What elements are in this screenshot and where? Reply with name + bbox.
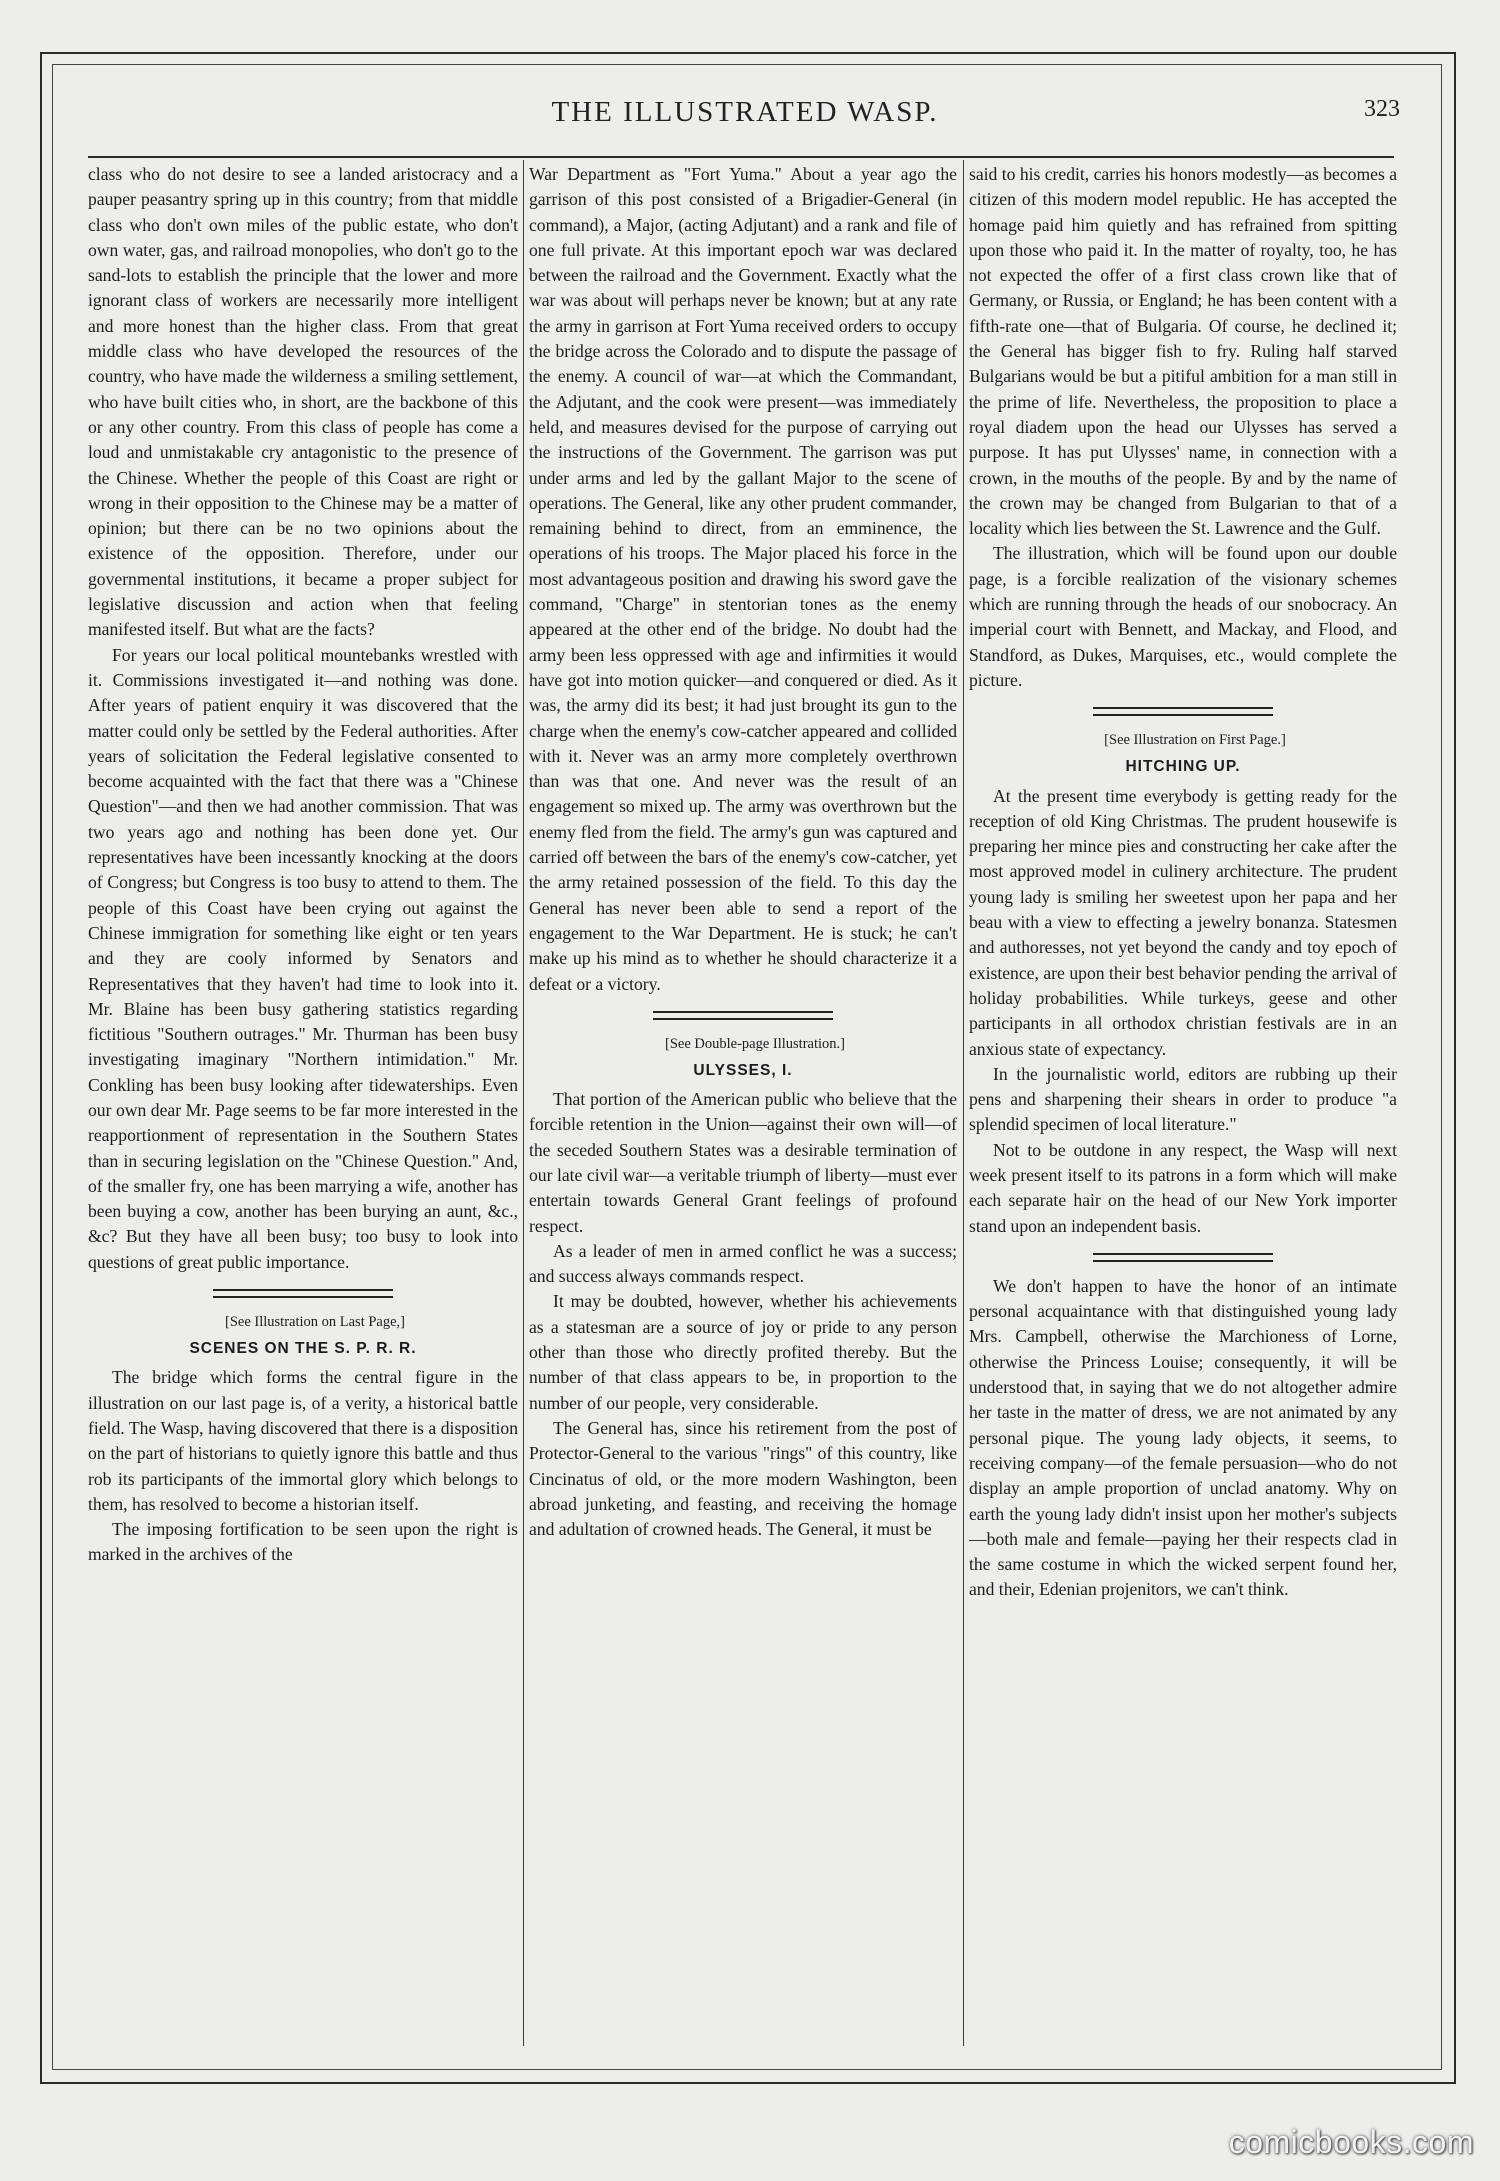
section-divider [1093,1253,1273,1262]
paragraph: In the journalistic world, editors are rubbing up their pens and sharpening their shears in order to produce "a splendid specimen of local literature." [969,1063,1397,1135]
column-3 [969,162,1397,2042]
illustration-note: [See Illustration on First Page.] [1104,732,1286,749]
paragraph: The imposing fortification to be seen upon the right is marked in the archives of the [88,1519,518,1565]
section-divider [213,1289,393,1298]
publication-title: THE ILLUSTRATED WASP. [551,96,939,128]
paragraph: class who do not desire to see a landed aristocracy and a pauper peasantry spring up in this country; from that middle class who don't own miles of the public estate, who don't own water, gas, and railroad monopolies, who don't go to the sand-lots to establish the principle that the lower and more ignorant class of workers are necessarily more intelligent and more honest than the higher class. From that great middle class who have developed the resources of the country, who have made the wilderness a smiling settlement, who have built cities who, in short, are the backbone of this or any other country. From this class of people has come a loud and unmistakable cry antagonistic to the presence of the Chinese. Whether the people of this Coast are right or wrong in their opposition to the Chinese may be a matter of opinion; but there can be no two opinions about the existence of the opposition. Therefore, under our governmental institutions, it became a proper subject for legislative discussion and action when that feeling manifested itself. But what are the facts? [88,164,518,640]
masthead [90,92,1400,138]
article-heading: SCENES ON THE S. P. R. R. [189,1340,417,1358]
paragraph: As a leader of men in armed conflict he was a success; and success always commands respect. [529,1240,957,1287]
header-rule [88,156,1394,158]
article-heading: HITCHING UP. [1125,758,1241,776]
paragraph: The General has, since his retirement from the post of Protector-General to the various "rings" of this country, like Cincinatus of old, or the more modern Washington, been abroad junketing, and feasting, and receiving the homage and adultation of crowned heads. The General, it must be [529,1417,957,1540]
section-divider [1093,707,1273,716]
article-heading: ULYSSES, I. [693,1061,793,1079]
illustration-note: [See Double-page Illustration.] [665,1035,845,1052]
paragraph: The bridge which forms the central figure in the illustration on our last page is, of a verity, a historical battle field. The Wasp, having discovered that there is a disposition on the part of historians to quietly ignore this battle and thus rob its participants of the immortal glory which belongs to them, has resolved to become a historian itself. [88,1367,518,1514]
paragraph: It may be doubted, however, whether his achievements as a statesman are a source of joy or pride to any person other than those who directly profited thereby. But the number of that class appears to be, in proportion to the number of our people, very considerable. [529,1291,957,1413]
paragraph: War Department as "Fort Yuma." About a year ago the garrison of this post consisted of a Brigadier-General (in command), a Major, (acting Adjutant) and a rank and file of one full private. At this important epoch war was declared between the railroad and the Government. Exactly what the war was about will perhaps never be known; but at any rate the army in garrison at Fort Yuma received orders to occupy the bridge across the Colorado and to dispute the passage of the enemy. A council of war—at which the Commandant, the Adjutant, and the cook were present—was immediately held, and measures devised for the purpose of carrying out the instructions of the Government. The garrison was put under arms and led by the gallant Major to the scene of operations. The General, like any other prudent commander, remaining behind to direct, from an emminence, the operations of his troops. The Major placed his force in the most advantageous position and drawing his sword gave the command, "Charge" in stentorian tones as the enemy appeared at the other end of the bridge. No doubt had the army been less oppressed with age and infirmities it would have got into motion quicker—and conquered or died. As it was, the army did its best; it had just brought its gun to the charge when the enemy's cow-catcher appeared and collided with it. Never was an army more completely overthrown than was that one. And never was the result of an engagement so mixed up. The army was overthrown but the enemy fled from the field. The army's gun was captured and carried off between the bars of the enemy's cow-catcher, yet the army retained possession of the field. To this day the General has never been able to send a report of the engagement to the War Department. He is stuck; he can't make up his mind as to whether he should characterize it a defeat or a victory. [529,164,957,994]
column-1 [88,162,518,2042]
watermark-text: comicbooks.com [1228,2124,1474,2160]
illustration-note: [See Illustration on Last Page,] [225,1314,405,1331]
paragraph: Not to be outdone in any respect, the Wasp will next week present itself to its patrons in a form which will make each separate hair on the head of our New York importer stand upon an independent basis. [969,1139,1397,1236]
paragraph: For years our local political mountebanks wrestled with it. Commissions investigated it—and nothing was done. After years of patient enquiry it was discovered that the matter could only be settled by the Federal authorities. After years of solicitation the Federal legislative consented to become acquainted with the fact that there was a "Chinese Question"—and then we had another commission. That was two years ago and nothing has been done yet. Our representatives have been incessantly knocking at the doors of Congress; but Congress is too busy to attend to them. The people of this Coast have been crying out against the Chinese immigration for something like eight or ten years and they are cooly informed by Senators and Representatives that they haven't had time to look into it. Mr. Blaine has been busy gathering statistics regarding fictitious "Southern outrages." Mr. Thurman has been busy investigating imaginary "Northern intimidation." Mr. Conkling has been busy looking after tidewaterships. Even our own dear Mr. Page seems to be far more interested in the reapportionment of representation in the Southern States than in securing legislation on the "Chinese Question." And, of the smaller fry, one has been marrying a wife, another has been buying a cow, another has been burying an aunt, &c., &c? But they have all been busy; too busy to look into questions of great public importance. [88,644,518,1272]
section-divider [653,1011,833,1020]
paragraph: At the present time everybody is getting ready for the reception of old King Christmas. The prudent housewife is preparing her mince pies and constructing her cake after the most approved model in culinery architecture. The prudent young lady is smiling her sweetest upon her papa and her beau with a view to effecting a jewelry bonanza. Statesmen and authoresses, not yet beyond the candy and toy epoch of existence, are upon their best behavior pending the arrival of holiday probabilities. While turkeys, geese and other participants in all orthodox christian festivals are in an anxious state of expectancy. [969,785,1397,1059]
column-divider [523,160,524,2046]
column-2 [529,162,957,2042]
paragraph: said to his credit, carries his honors modestly—as becomes a citizen of this modern model republic. He has accepted the homage paid him quietly and has refrained from spitting upon those who paid it. In the matter of royalty, too, he has not expected the offer of a first class crown like that of Germany, or Russia, or England; he has been content with a fifth-rate one—that of Bulgaria. Of course, he declined it; the General has bigger fish to fry. Ruling half starved Bulgarians would be but a pitiful ambition for a man still in the prime of life. Nevertheless, the proposition to place a royal diadem upon the head our Ulysses has served a purpose. It has put Ulysses' name, in connection with a crown, in the mouths of the people. By and by the name of the crown may be changed from Bulgarian to that of a locality which lies between the St. Lawrence and the Gulf. [969,164,1397,539]
paragraph: We don't happen to have the honor of an intimate personal acquaintance with that distinguished young lady Mrs. Campbell, otherwise the Marchioness of Lorne, otherwise the Princess Louise; consequently, it will be understood that, in saying that we do not altogether admire her taste in the matter of dress, we are not animated by any personal pique. The young lady objects, it seems, to receiving company—of the female persuasion—who do not display an ample proportion of unclad anatomy. Why on earth the young lady didn't insist upon her mother's subjects—both male and female—paying her their respects clad in the same costume in which the wicked serpent found her, and their, Edenian projenitors, we can't think. [969,1275,1397,1600]
paragraph: That portion of the American public who believe that the forcible retention in the Union—against their own will—of the seceded Southern States was a desirable termination of our late civil war—a veritable triumph of liberty—must ever entertain towards General Grant feelings of profound respect. [529,1089,957,1236]
column-divider [963,160,964,2046]
paragraph: The illustration, which will be found upon our double page, is a forcible realization of the visionary schemes which are running through the heads of our snobocracy. An imperial court with Bennett, and Mackay, and Flood, and Standford, as Dukes, Marquises, etc., would complete the picture. [969,543,1397,690]
page-number: 323 [1364,96,1400,122]
